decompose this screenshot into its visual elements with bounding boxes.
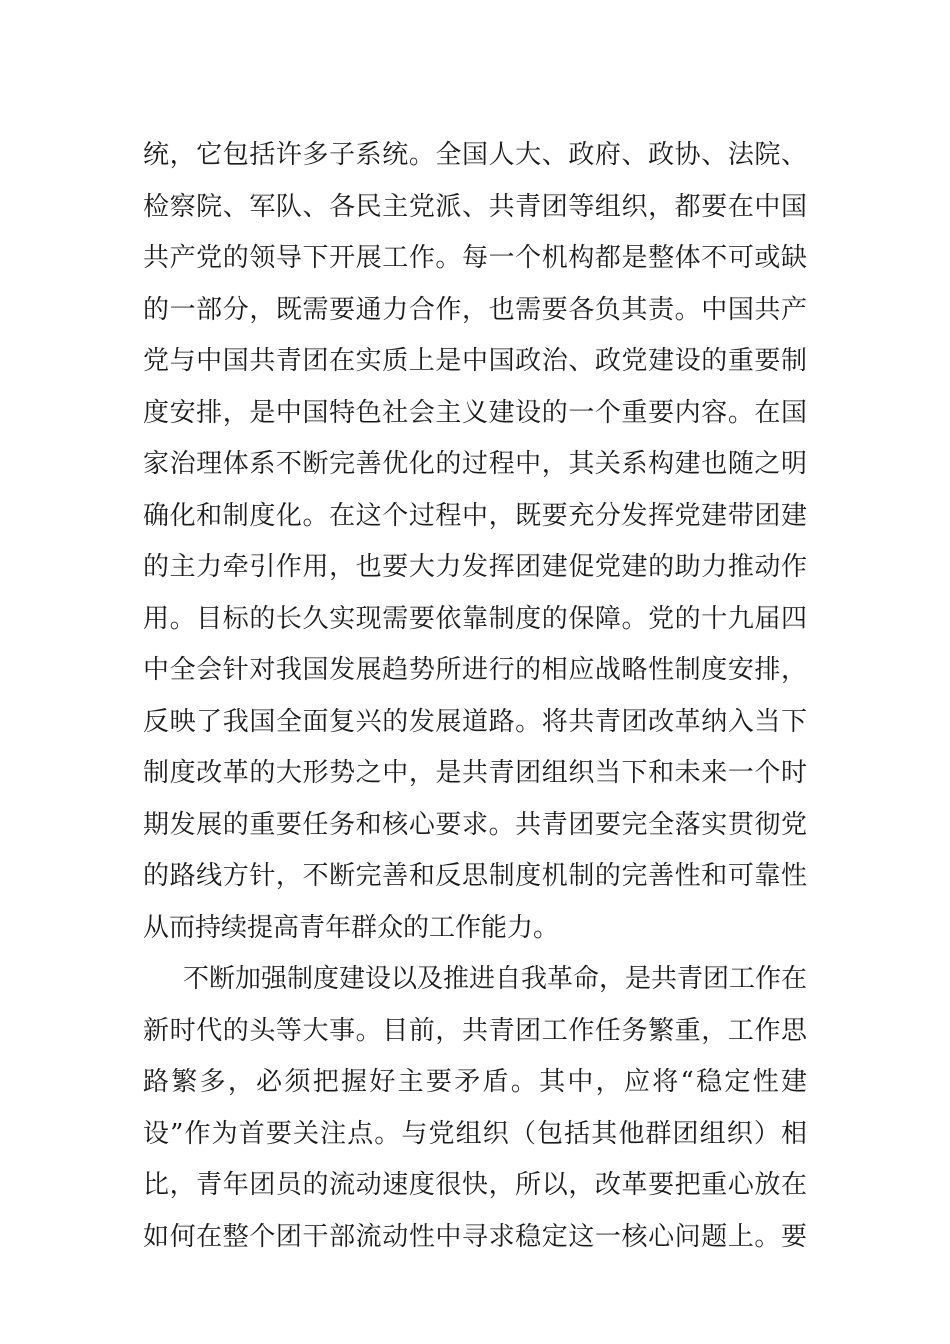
text-line: 新时代的头等大事。目前，共青团工作任务繁重，工作思 [143,1015,807,1046]
text-line: 反映了我国全面复兴的发展道路。将共青团改革纳入当下 [143,706,807,737]
text-line: 度安排，是中国特色社会主义建设的一个重要内容。在国 [143,397,807,428]
paragraph-1 [143,130,807,954]
text-line: 共产党的领导下开展工作。每一个机构都是整体不可或缺 [143,243,807,273]
document-body [143,130,807,1263]
text-line: 检察院、军队、各民主党派、共青团等组织，都要在中国 [143,191,807,222]
text-line: 党与中国共青团在实质上是中国政治、政党建设的重要制 [143,346,807,376]
text-line: 的主力牵引作用，也要大力发挥团建促党建的助力推动作 [143,552,807,582]
text-line: 路繁多，必须把握好主要矛盾。其中，应将“稳定性建 [143,1067,807,1097]
text-line: 不断加强制度建设以及推进自我革命，是共青团工作在 [183,964,808,994]
text-line: 统，它包括许多子系统。全国人大、政府、政协、法院、 [143,140,807,170]
text-line: 从而持续提高青年群众的工作能力。 [143,912,560,943]
text-line: 家治理体系不断完善优化的过程中，其关系构建也随之明 [143,449,807,479]
text-line: 期发展的重要任务和核心要求。共青团要完全落实贯彻党 [143,809,807,840]
paragraph-2 [143,954,807,1263]
text-line: 用。目标的长久实现需要依靠制度的保障。党的十九届四 [143,603,807,634]
text-line: 如何在整个团干部流动性中寻求稳定这一核心问题上。要 [143,1221,807,1252]
text-line: 设”作为首要关注点。与党组织（包括其他群团组织）相 [143,1118,807,1149]
text-line: 中全会针对我国发展趋势所进行的相应战略性制度安排， [143,655,807,685]
text-line: 比，青年团员的流动速度很快，所以，改革要把重心放在 [143,1170,807,1200]
text-line: 的一部分，既需要通力合作，也需要各负其责。中国共产 [143,294,807,325]
text-line: 的路线方针，不断完善和反思制度机制的完善性和可靠性 [143,861,807,891]
text-line: 确化和制度化。在这个过程中，既要充分发挥党建带团建 [143,500,807,531]
text-line: 制度改革的大形势之中，是共青团组织当下和未来一个时 [143,758,807,788]
